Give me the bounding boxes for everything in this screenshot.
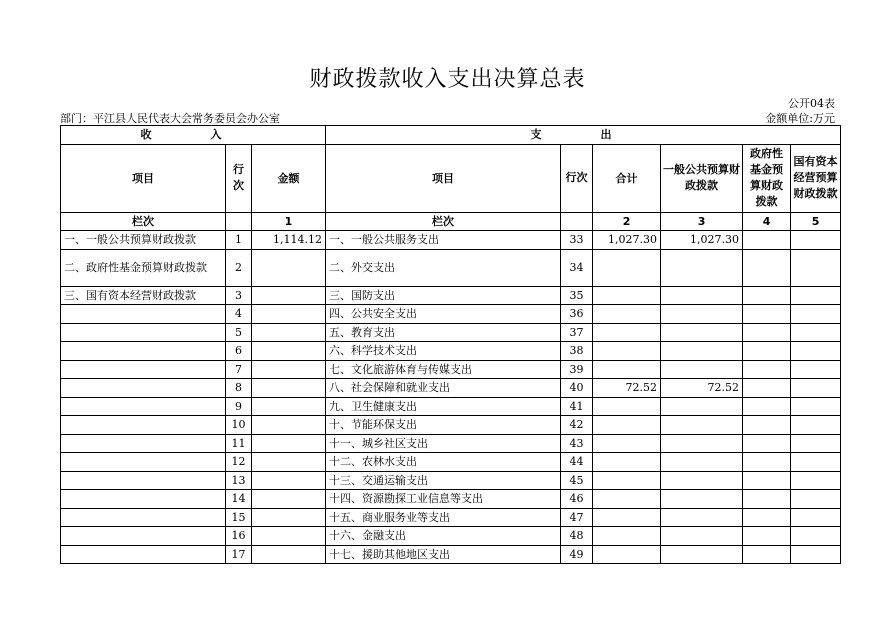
income-row-no-cell: 1	[226, 231, 252, 250]
income-item-cell	[61, 527, 226, 546]
expense-item-cell: 七、文化旅游体育与传媒支出	[326, 360, 561, 379]
state-capital-cell	[791, 545, 841, 564]
general-budget-cell	[661, 249, 743, 286]
total-cell: 72.52	[593, 379, 661, 398]
expense-item-header: 项目	[326, 144, 561, 212]
total-cell	[593, 508, 661, 527]
income-row-no-cell: 8	[226, 379, 252, 398]
total-cell	[593, 360, 661, 379]
income-row-no-cell: 5	[226, 323, 252, 342]
income-item-header: 项目	[61, 144, 226, 212]
general-budget-cell	[661, 453, 743, 472]
column-number-label-left: 栏次	[61, 212, 226, 231]
total-cell	[593, 416, 661, 435]
expense-row-no-cell: 33	[561, 231, 593, 250]
gov-fund-cell	[743, 342, 791, 361]
income-row-no-cell: 11	[226, 434, 252, 453]
expense-row-no-cell: 42	[561, 416, 593, 435]
expense-item-cell: 十四、资源勘探工业信息等支出	[326, 490, 561, 509]
income-item-cell	[61, 434, 226, 453]
expense-row-no-cell: 34	[561, 249, 593, 286]
general-budget-cell	[661, 434, 743, 453]
column-number-blank	[226, 212, 252, 231]
income-row-no-header: 行次	[226, 144, 252, 212]
gov-fund-cell	[743, 453, 791, 472]
income-row-no-cell: 2	[226, 249, 252, 286]
appropriation-summary-table	[60, 125, 841, 564]
amount-cell	[252, 249, 326, 286]
table-row	[61, 508, 841, 527]
expense-row-no-cell: 41	[561, 397, 593, 416]
gov-fund-cell	[743, 231, 791, 250]
state-capital-cell	[791, 397, 841, 416]
general-budget-cell: 72.52	[661, 379, 743, 398]
department-label: 部门：平江县人民代表大会常务委员会办公室	[60, 112, 280, 125]
amount-cell	[252, 490, 326, 509]
table-row	[61, 231, 841, 250]
column-number-5: 5	[791, 212, 841, 231]
general-budget-header: 一般公共预算财政拨款	[661, 144, 743, 212]
total-cell	[593, 471, 661, 490]
income-item-cell	[61, 397, 226, 416]
income-item-cell: 三、国有资本经营财政拨款	[61, 286, 226, 305]
column-number-label-right: 栏次	[326, 212, 561, 231]
income-row-no-cell: 12	[226, 453, 252, 472]
income-item-cell	[61, 508, 226, 527]
expense-row-no-header: 行次	[561, 144, 593, 212]
column-number-3: 3	[661, 212, 743, 231]
amount-header: 金额	[252, 144, 326, 212]
gov-fund-cell	[743, 249, 791, 286]
general-budget-cell	[661, 342, 743, 361]
expense-row-no-cell: 39	[561, 360, 593, 379]
gov-fund-cell	[743, 286, 791, 305]
table-row	[61, 471, 841, 490]
total-cell	[593, 545, 661, 564]
table-row	[61, 397, 841, 416]
general-budget-cell	[661, 323, 743, 342]
table-row	[61, 527, 841, 546]
state-capital-cell	[791, 490, 841, 509]
gov-fund-cell	[743, 305, 791, 324]
amount-cell	[252, 545, 326, 564]
general-budget-cell	[661, 416, 743, 435]
general-budget-cell	[661, 508, 743, 527]
general-budget-cell	[661, 471, 743, 490]
expense-item-cell: 十二、农林水支出	[326, 453, 561, 472]
column-header-row	[61, 144, 841, 212]
expense-item-cell: 六、科学技术支出	[326, 342, 561, 361]
total-cell	[593, 305, 661, 324]
income-item-cell	[61, 490, 226, 509]
state-capital-cell	[791, 527, 841, 546]
income-item-cell	[61, 360, 226, 379]
expense-row-no-cell: 45	[561, 471, 593, 490]
total-cell	[593, 453, 661, 472]
amount-cell	[252, 508, 326, 527]
expense-section-header: 支 出	[326, 126, 841, 145]
expense-item-cell: 二、外交支出	[326, 249, 561, 286]
expense-row-no-cell: 46	[561, 490, 593, 509]
table-row	[61, 342, 841, 361]
total-cell	[593, 490, 661, 509]
amount-cell	[252, 305, 326, 324]
gov-fund-cell	[743, 434, 791, 453]
income-row-no-cell: 15	[226, 508, 252, 527]
income-item-cell	[61, 305, 226, 324]
amount-cell: 1,114.12	[252, 231, 326, 250]
general-budget-cell	[661, 360, 743, 379]
amount-cell	[252, 434, 326, 453]
state-capital-cell	[791, 508, 841, 527]
form-number: 公开04表	[788, 97, 835, 110]
table-row	[61, 453, 841, 472]
table-row	[61, 434, 841, 453]
total-cell	[593, 434, 661, 453]
report-title: 财政拨款收入支出决算总表	[309, 67, 586, 92]
income-row-no-cell: 3	[226, 286, 252, 305]
gov-fund-cell	[743, 545, 791, 564]
amount-cell	[252, 323, 326, 342]
column-number-row	[61, 212, 841, 231]
income-row-no-cell: 14	[226, 490, 252, 509]
state-capital-cell	[791, 323, 841, 342]
expense-row-no-cell: 36	[561, 305, 593, 324]
state-capital-header: 国有资本经营预算财政拨款	[791, 144, 841, 212]
gov-fund-cell	[743, 508, 791, 527]
general-budget-cell	[661, 490, 743, 509]
state-capital-cell	[791, 286, 841, 305]
total-cell	[593, 249, 661, 286]
income-item-cell	[61, 342, 226, 361]
table-row	[61, 323, 841, 342]
gov-fund-cell	[743, 379, 791, 398]
income-item-cell	[61, 323, 226, 342]
general-budget-cell	[661, 305, 743, 324]
gov-fund-cell	[743, 471, 791, 490]
column-number-4: 4	[743, 212, 791, 231]
column-number-1: 1	[252, 212, 326, 231]
gov-fund-cell	[743, 360, 791, 379]
income-item-cell: 二、政府性基金预算财政拨款	[61, 249, 226, 286]
expense-row-no-cell: 40	[561, 379, 593, 398]
state-capital-cell	[791, 416, 841, 435]
amount-cell	[252, 416, 326, 435]
expense-row-no-cell: 43	[561, 434, 593, 453]
gov-fund-cell	[743, 397, 791, 416]
expense-row-no-cell: 44	[561, 453, 593, 472]
expense-item-cell: 九、卫生健康支出	[326, 397, 561, 416]
amount-cell	[252, 397, 326, 416]
total-cell: 1,027.30	[593, 231, 661, 250]
total-cell	[593, 323, 661, 342]
state-capital-cell	[791, 231, 841, 250]
expense-row-no-cell: 48	[561, 527, 593, 546]
gov-fund-cell	[743, 490, 791, 509]
income-row-no-cell: 9	[226, 397, 252, 416]
table-row	[61, 249, 841, 286]
general-budget-cell	[661, 397, 743, 416]
expense-item-cell: 十一、城乡社区支出	[326, 434, 561, 453]
state-capital-cell	[791, 471, 841, 490]
income-row-no-cell: 6	[226, 342, 252, 361]
state-capital-cell	[791, 434, 841, 453]
income-row-no-cell: 13	[226, 471, 252, 490]
amount-cell	[252, 379, 326, 398]
income-item-cell	[61, 545, 226, 564]
gov-fund-cell	[743, 416, 791, 435]
expense-item-cell: 十六、金融支出	[326, 527, 561, 546]
general-budget-cell	[661, 527, 743, 546]
income-row-no-cell: 16	[226, 527, 252, 546]
expense-row-no-cell: 38	[561, 342, 593, 361]
income-item-cell	[61, 379, 226, 398]
amount-cell	[252, 471, 326, 490]
gov-fund-cell	[743, 323, 791, 342]
amount-cell	[252, 342, 326, 361]
amount-unit-label: 金额单位:万元	[765, 112, 835, 125]
income-row-no-cell: 10	[226, 416, 252, 435]
amount-cell	[252, 286, 326, 305]
total-cell	[593, 342, 661, 361]
table-row	[61, 379, 841, 398]
column-number-2: 2	[593, 212, 661, 231]
table-row	[61, 305, 841, 324]
section-header-row	[61, 126, 841, 145]
table-row	[61, 490, 841, 509]
expense-row-no-cell: 35	[561, 286, 593, 305]
expense-item-cell: 五、教育支出	[326, 323, 561, 342]
amount-cell	[252, 527, 326, 546]
state-capital-cell	[791, 305, 841, 324]
table-row	[61, 360, 841, 379]
expense-row-no-cell: 37	[561, 323, 593, 342]
expense-item-cell: 十五、商业服务业等支出	[326, 508, 561, 527]
total-cell	[593, 527, 661, 546]
income-row-no-cell: 4	[226, 305, 252, 324]
table-row	[61, 416, 841, 435]
income-item-cell	[61, 453, 226, 472]
amount-cell	[252, 360, 326, 379]
expense-row-no-cell: 49	[561, 545, 593, 564]
income-row-no-cell: 7	[226, 360, 252, 379]
state-capital-cell	[791, 453, 841, 472]
general-budget-cell	[661, 545, 743, 564]
state-capital-cell	[791, 249, 841, 286]
table-row	[61, 545, 841, 564]
total-cell	[593, 397, 661, 416]
general-budget-cell	[661, 286, 743, 305]
income-section-header: 收 入	[61, 126, 326, 145]
income-row-no-cell: 17	[226, 545, 252, 564]
expense-item-cell: 十、节能环保支出	[326, 416, 561, 435]
general-budget-cell: 1,027.30	[661, 231, 743, 250]
total-header: 合计	[593, 144, 661, 212]
table-row	[61, 286, 841, 305]
state-capital-cell	[791, 342, 841, 361]
expense-item-cell: 三、国防支出	[326, 286, 561, 305]
expense-row-no-cell: 47	[561, 508, 593, 527]
expense-item-cell: 四、公共安全支出	[326, 305, 561, 324]
state-capital-cell	[791, 379, 841, 398]
column-number-blank	[561, 212, 593, 231]
total-cell	[593, 286, 661, 305]
state-capital-cell	[791, 360, 841, 379]
expense-item-cell: 十三、交通运输支出	[326, 471, 561, 490]
income-item-cell: 一、一般公共预算财政拨款	[61, 231, 226, 250]
gov-fund-cell	[743, 527, 791, 546]
expense-item-cell: 十七、援助其他地区支出	[326, 545, 561, 564]
amount-cell	[252, 453, 326, 472]
expense-item-cell: 八、社会保障和就业支出	[326, 379, 561, 398]
income-item-cell	[61, 416, 226, 435]
income-item-cell	[61, 471, 226, 490]
expense-item-cell: 一、一般公共服务支出	[326, 231, 561, 250]
gov-fund-header: 政府性基金预算财政拨款	[743, 144, 791, 212]
